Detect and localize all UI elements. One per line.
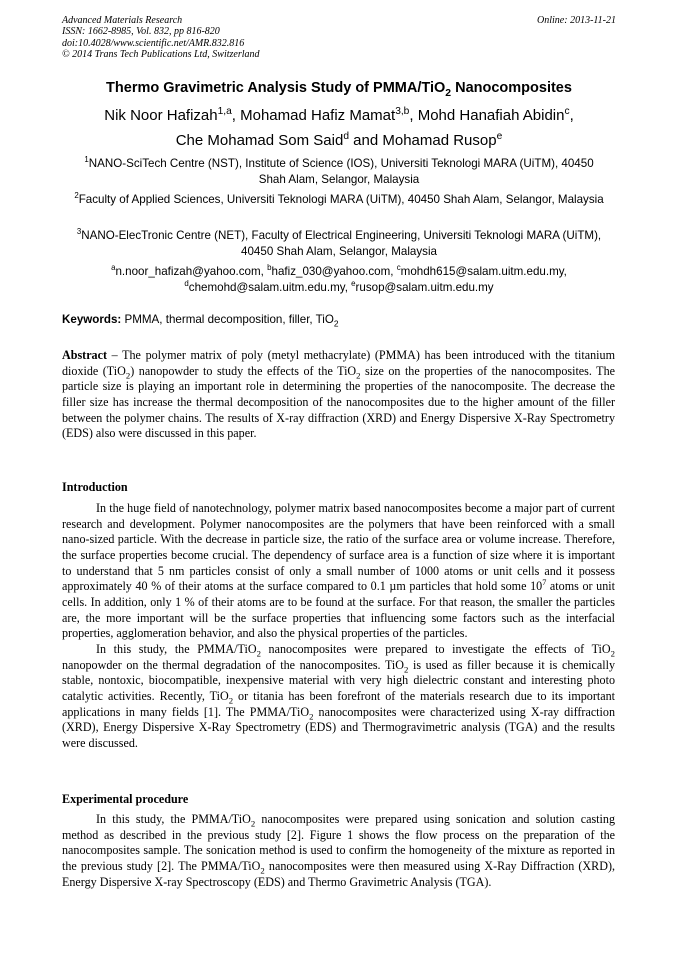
- paragraph: [62, 812, 615, 890]
- email-sup: e: [351, 279, 356, 289]
- paper-title: [0, 80, 678, 99]
- email-sep: ,: [260, 265, 268, 278]
- title-main: Thermo Gravimetric Analysis Study of PMMA/TiO: [106, 80, 446, 96]
- affiliation-1: [70, 156, 608, 188]
- affiliation-text: NANO-SciTech Centre (NST), Institute of Science (IOS), Universiti Teknologi MARA (UiTM), 40450 Shah Alam, Selangor, Malaysia: [88, 157, 594, 186]
- paragraph-text: nanopowder on the thermal degradation of the nanocomposites. TiO: [62, 657, 405, 672]
- affiliation-number: 1: [84, 155, 89, 165]
- title-subscript: 2: [445, 87, 452, 99]
- abstract-text: – The polymer matrix of poly (metyl methacrylate) (PMMA) has been introduced with the titanium dioxide (TiO: [62, 348, 615, 378]
- copyright-line: © 2014 Trans Tech Publications Ltd, Switzerland: [62, 48, 260, 60]
- affiliation-text: NANO-ElecTronic Centre (NET), Faculty of Electrical Engineering, Universiti Teknologi MARA (UiTM), 40450 Shah Alam, Selangor, Malaysia: [81, 229, 602, 258]
- paragraph-text: nanocomposites were then measured using X-Ray Diffraction (XRD), Energy Dispersive X-ray Spectroscopy (EDS) and Thermo Gravimetric Analysis (TGA).: [62, 858, 615, 889]
- keywords: [62, 313, 616, 329]
- title-end: Nanocomposites: [451, 80, 572, 96]
- email-address: rusop@salam.uitm.edu.my: [355, 281, 494, 294]
- paragraph-text: In this study, the PMMA/TiO: [96, 641, 257, 656]
- keywords-subscript: 2: [333, 318, 339, 329]
- subscript: 2: [260, 865, 265, 876]
- journal-name: Advanced Materials Research: [62, 15, 183, 26]
- author-name: Che Mohamad Som Said: [175, 132, 344, 149]
- author-sup: d: [343, 131, 349, 142]
- email-sep: ,: [344, 281, 352, 294]
- affiliation-number: 3: [76, 227, 82, 237]
- paragraph: [62, 642, 615, 752]
- email-sup: c: [396, 263, 401, 273]
- superscript: 7: [542, 578, 547, 588]
- subscript: 2: [356, 370, 361, 381]
- introduction-body: [62, 501, 615, 752]
- section-heading-introduction: Introduction: [62, 480, 128, 494]
- subscript: 2: [404, 663, 409, 674]
- subscript: 2: [256, 648, 261, 659]
- email-sup: a: [111, 263, 116, 273]
- paragraph-text: is used as filler because it is chemically stable, nontoxic, biocompatible, inexpensive material with very high dielectric constant and interesting photo catalytic activities. Recently, TiO: [62, 657, 615, 703]
- author-sep: ,: [569, 107, 574, 124]
- subscript: 2: [309, 710, 314, 721]
- paragraph-text: atoms or unit cells. In addition, only 1 % of their atoms are to be found at the surface. For that reason, the smaller the particles are, the more important will be the surface properties that influencing some factors such as the interfacial properties, agglomeration behavior, and also the physical properties of the particles.: [62, 579, 615, 641]
- paragraph: [62, 501, 615, 642]
- author-sup: c: [564, 106, 570, 117]
- subscript: 2: [250, 818, 256, 829]
- affiliation-text: Faculty of Applied Sciences, Universiti Teknologi MARA (UiTM), 40450 Shah Alam, Selangor, Malaysia: [78, 193, 604, 206]
- keywords-text: PMMA, thermal decomposition, filler, TiO: [121, 313, 334, 326]
- paragraph-text: In this study, the PMMA/TiO: [96, 812, 251, 826]
- author-sep: ,: [409, 107, 418, 124]
- author-sep: ,: [231, 107, 241, 124]
- abstract-text: ) nanopowder to study the effects of the TiO: [130, 363, 357, 378]
- author-name: Mohamad Rusop: [382, 132, 497, 149]
- paragraph-text: nanocomposites were prepared using sonication and solution casting method as described in the previous study [2]. Figure 1 shows the flow process on the preparation of the nanocomposites sample. The sonication method is used to confirm the homogeneity of the mixture as reported in the previous study [2]. The PMMA/TiO: [62, 812, 615, 873]
- author-list: [40, 103, 638, 153]
- abstract-text: size on the properties of the nanocomposites. The particle size is playing an important role in determining the properties of the nanocomposite. The decrease the filler size has increase the thermal decomposition of the nanocomposites due to the higher amount of the filler between the polymer chains. The results of X-ray diffraction (XRD) and Energy Dispersive X-Ray Spectrometry (EDS) also were discussed in this paper.: [62, 363, 615, 441]
- affiliation-number: 2: [74, 191, 79, 201]
- email-sup: d: [184, 279, 189, 289]
- email-sup: b: [267, 263, 272, 273]
- author-name: Nik Noor Hafizah: [104, 107, 218, 124]
- author-name: Mohamad Hafiz Mamat: [240, 107, 396, 124]
- doi-line: doi:10.4028/www.scientific.net/AMR.832.816: [62, 37, 245, 49]
- paragraph-text: In the huge field of nanotechnology, polymer matrix based nanocomposites become a major part of current research and development. Polymer nanocomposites are the polymers that have been reinforced with a small nano-sized particle. With the decrease in particle size, the ratio of the surface area or volume increase. Therefore, the surface properties become crucial. The dependency of surface area is a function of size where it is important to understand that 5 nm particles consist of only a small number of 1000 atoms or unit cells and it possess approximately 40 % of their atoms at the surface compared to 0.1 µm particles that hold some 10: [62, 501, 615, 594]
- abstract: [62, 348, 615, 442]
- experimental-body: [62, 812, 615, 890]
- email-address: mohdh615@salam.uitm.edu.my: [400, 265, 564, 278]
- email-sep: ,: [563, 265, 567, 278]
- subscript: 2: [125, 370, 131, 381]
- paragraph-text: nanocomposites were prepared to investigate the effects of TiO: [260, 641, 611, 656]
- section-heading-experimental: Experimental procedure: [62, 792, 189, 806]
- subscript: 2: [228, 695, 234, 706]
- author-sup: e: [496, 131, 503, 142]
- email-address: hafiz_030@yahoo.com: [271, 265, 391, 278]
- email-list: [70, 264, 608, 296]
- abstract-label: Abstract: [62, 348, 108, 362]
- email-sep: ,: [390, 265, 397, 278]
- author-sep: and: [348, 132, 383, 149]
- email-address: n.noor_hafizah@yahoo.com: [115, 265, 261, 278]
- subscript: 2: [610, 648, 616, 659]
- paragraph-text: or titania has been forefront of the materials research due to its important applications in many fields [1]. The PMMA/TiO: [62, 688, 615, 719]
- keywords-label: Keywords:: [62, 313, 122, 326]
- author-sup: 1,a: [217, 106, 232, 117]
- online-date: Online: 2013-11-21: [537, 15, 616, 26]
- affiliation-3: [70, 228, 608, 260]
- issn-line: ISSN: 1662-8985, Vol. 832, pp 816-820: [62, 26, 220, 38]
- email-address: chemohd@salam.uitm.edu.my: [188, 281, 345, 294]
- paragraph-text: nanocomposites were characterized using X-ray diffraction (XRD), Energy Dispersive X-Ray Spectrometry (EDS) and Thermogravimetric analysis (TGA) and the results were discussed.: [62, 704, 615, 750]
- affiliation-2: [70, 192, 608, 208]
- author-name: Mohd Hanafiah Abidin: [417, 107, 565, 124]
- running-header: [62, 15, 616, 60]
- author-sup: 3,b: [395, 106, 410, 117]
